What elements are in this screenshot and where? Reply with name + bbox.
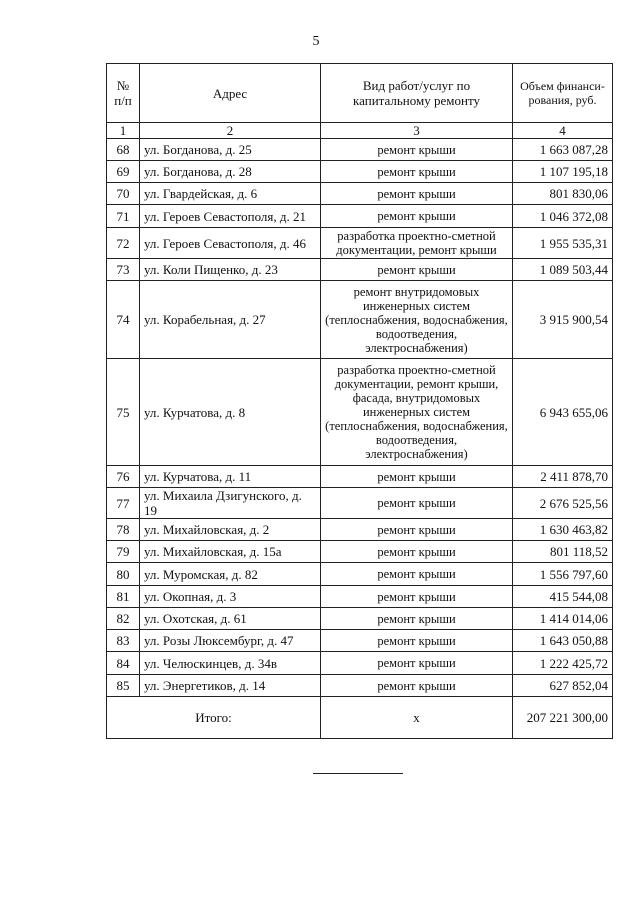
row-number: 83 xyxy=(107,630,140,652)
table-row xyxy=(107,139,613,161)
row-number: 78 xyxy=(107,519,140,541)
row-work: ремонт крыши xyxy=(321,259,513,281)
row-number: 69 xyxy=(107,161,140,183)
row-number: 85 xyxy=(107,675,140,697)
row-amount: 1 630 463,82 xyxy=(513,519,613,541)
row-number: 74 xyxy=(107,281,140,359)
table-row xyxy=(107,608,613,630)
row-amount: 1 556 797,60 xyxy=(513,563,613,586)
row-work: ремонт внутридомовых инженерных систем (теплоснабжения, водоснабжения, водоотведения, электроснабжения) xyxy=(321,281,513,359)
row-amount: 6 943 655,06 xyxy=(513,359,613,466)
row-amount: 1 046 372,08 xyxy=(513,205,613,228)
table-row xyxy=(107,205,613,228)
row-work: ремонт крыши xyxy=(321,675,513,697)
total-label: Итого: xyxy=(107,697,321,739)
header-num: № п/п xyxy=(107,64,140,123)
row-number: 73 xyxy=(107,259,140,281)
row-address: ул. Курчатова, д. 8 xyxy=(140,359,321,466)
table-row xyxy=(107,259,613,281)
total-amount: 207 221 300,00 xyxy=(513,697,613,739)
row-amount: 3 915 900,54 xyxy=(513,281,613,359)
column-number: 3 xyxy=(321,123,513,139)
table-row xyxy=(107,519,613,541)
row-work: ремонт крыши xyxy=(321,563,513,586)
page-number: 5 xyxy=(312,34,320,49)
row-address: ул. Челюскинцев, д. 34в xyxy=(140,652,321,675)
table-row xyxy=(107,586,613,608)
row-work: разработка проектно-сметной документации, ремонт крыши, фасада, внутридомовых инженерных систем (теплоснабжения, водоснабжения, водоотведения, электроснабжения) xyxy=(321,359,513,466)
row-work: разработка проектно-сметной документации, ремонт крыши xyxy=(321,228,513,259)
table-row xyxy=(107,281,613,359)
table-row xyxy=(107,161,613,183)
row-address: ул. Курчатова, д. 11 xyxy=(140,466,321,488)
row-amount: 1 643 050,88 xyxy=(513,630,613,652)
row-address: ул. Окопная, д. 3 xyxy=(140,586,321,608)
row-address: ул. Муромская, д. 82 xyxy=(140,563,321,586)
table-row xyxy=(107,675,613,697)
row-work: ремонт крыши xyxy=(321,608,513,630)
column-number: 1 xyxy=(107,123,140,139)
row-amount: 1 089 503,44 xyxy=(513,259,613,281)
table-row xyxy=(107,541,613,563)
table-row xyxy=(107,466,613,488)
row-address: ул. Коли Пищенко, д. 23 xyxy=(140,259,321,281)
row-amount: 1 663 087,28 xyxy=(513,139,613,161)
row-address: ул. Богданова, д. 28 xyxy=(140,161,321,183)
signature-line xyxy=(313,773,403,774)
row-work: ремонт крыши xyxy=(321,586,513,608)
row-work: ремонт крыши xyxy=(321,519,513,541)
row-number: 79 xyxy=(107,541,140,563)
table-row xyxy=(107,563,613,586)
row-number: 76 xyxy=(107,466,140,488)
row-number: 70 xyxy=(107,183,140,205)
row-amount: 801 118,52 xyxy=(513,541,613,563)
row-address: ул. Розы Люксембург, д. 47 xyxy=(140,630,321,652)
table-body xyxy=(107,139,613,697)
row-address: ул. Энергетиков, д. 14 xyxy=(140,675,321,697)
row-work: ремонт крыши xyxy=(321,183,513,205)
row-amount: 1 414 014,06 xyxy=(513,608,613,630)
row-number: 75 xyxy=(107,359,140,466)
row-address: ул. Михайловская, д. 15а xyxy=(140,541,321,563)
row-number: 84 xyxy=(107,652,140,675)
header-address: Адрес xyxy=(140,64,321,123)
row-number: 80 xyxy=(107,563,140,586)
row-number: 82 xyxy=(107,608,140,630)
row-amount: 2 411 878,70 xyxy=(513,466,613,488)
row-address: ул. Корабельная, д. 27 xyxy=(140,281,321,359)
total-row xyxy=(107,697,613,739)
row-address: ул. Охотская, д. 61 xyxy=(140,608,321,630)
table-row xyxy=(107,652,613,675)
row-amount: 2 676 525,56 xyxy=(513,488,613,519)
row-amount: 627 852,04 xyxy=(513,675,613,697)
row-work: ремонт крыши xyxy=(321,488,513,519)
row-work: ремонт крыши xyxy=(321,139,513,161)
row-work: ремонт крыши xyxy=(321,205,513,228)
table-header-row xyxy=(107,64,613,123)
row-number: 81 xyxy=(107,586,140,608)
row-number: 68 xyxy=(107,139,140,161)
row-amount: 1 107 195,18 xyxy=(513,161,613,183)
row-number: 77 xyxy=(107,488,140,519)
row-address: ул. Гвардейская, д. 6 xyxy=(140,183,321,205)
table-row xyxy=(107,228,613,259)
row-number: 71 xyxy=(107,205,140,228)
row-amount: 801 830,06 xyxy=(513,183,613,205)
total-work: х xyxy=(321,697,513,739)
row-amount: 1 222 425,72 xyxy=(513,652,613,675)
row-work: ремонт крыши xyxy=(321,630,513,652)
row-work: ремонт крыши xyxy=(321,161,513,183)
header-amount: Объем финанси-рования, руб. xyxy=(513,64,613,123)
row-work: ремонт крыши xyxy=(321,466,513,488)
column-number: 4 xyxy=(513,123,613,139)
column-number-row xyxy=(107,123,613,139)
row-work: ремонт крыши xyxy=(321,541,513,563)
financing-table xyxy=(106,63,613,739)
row-amount: 1 955 535,31 xyxy=(513,228,613,259)
table-row xyxy=(107,630,613,652)
row-address: ул. Михайловская, д. 2 xyxy=(140,519,321,541)
header-work: Вид работ/услуг по капитальному ремонту xyxy=(321,64,513,123)
row-address: ул. Героев Севастополя, д. 46 xyxy=(140,228,321,259)
row-number: 72 xyxy=(107,228,140,259)
row-address: ул. Богданова, д. 25 xyxy=(140,139,321,161)
row-amount: 415 544,08 xyxy=(513,586,613,608)
row-address: ул. Героев Севастополя, д. 21 xyxy=(140,205,321,228)
table-row xyxy=(107,183,613,205)
column-number: 2 xyxy=(140,123,321,139)
row-address: ул. Михаила Дзигунского, д. 19 xyxy=(140,488,321,519)
table-row xyxy=(107,359,613,466)
row-work: ремонт крыши xyxy=(321,652,513,675)
table-row xyxy=(107,488,613,519)
